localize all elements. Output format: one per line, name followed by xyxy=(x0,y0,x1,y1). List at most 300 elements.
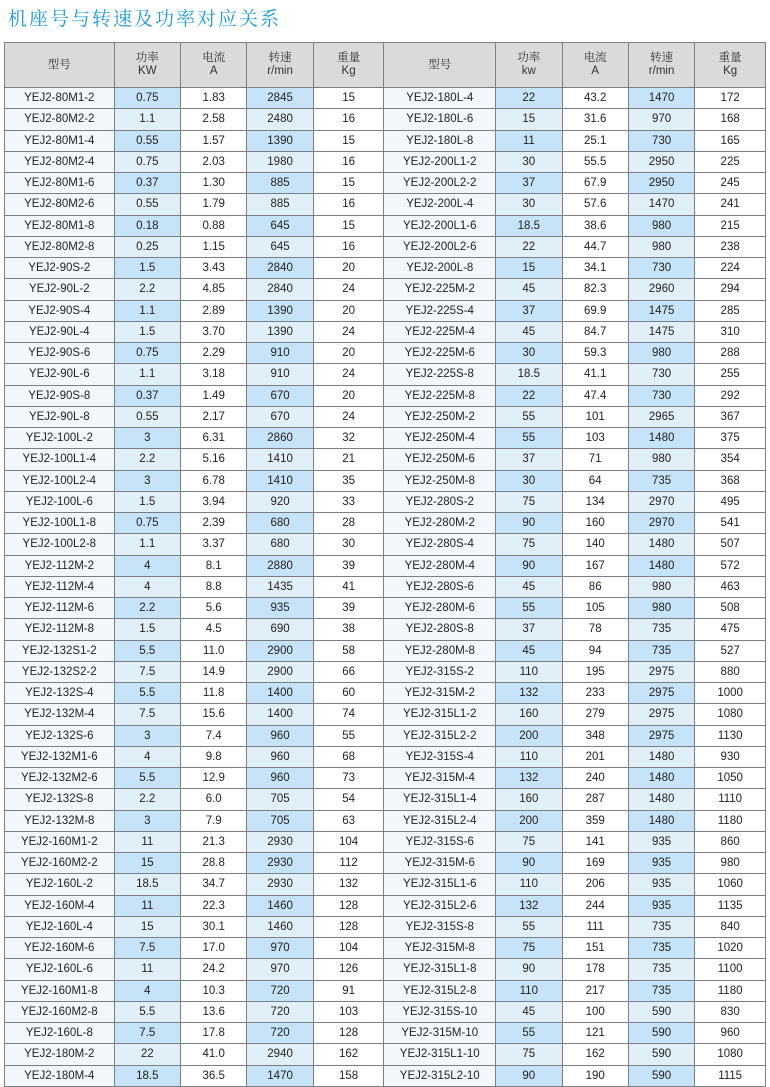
right-power-cell: 30 xyxy=(496,470,562,491)
table-row xyxy=(5,916,766,937)
right-weight-cell: 463 xyxy=(695,576,766,597)
left-weight-cell: 24 xyxy=(313,321,384,342)
left-power-cell: 11 xyxy=(114,959,180,980)
right-current-cell: 100 xyxy=(562,1001,628,1022)
left-current-cell: 12.9 xyxy=(181,768,247,789)
left-current-cell: 34.7 xyxy=(181,874,247,895)
left-weight-cell: 16 xyxy=(313,151,384,172)
left-weight-cell: 68 xyxy=(313,746,384,767)
left-current-cell: 15.6 xyxy=(181,704,247,725)
left-weight-cell: 39 xyxy=(313,598,384,619)
left-speed-cell: 1400 xyxy=(247,683,313,704)
left-power-cell: 1.5 xyxy=(114,321,180,342)
left-model-cell: YEJ2-132S2-2 xyxy=(5,661,115,682)
left-power-cell: 11 xyxy=(114,895,180,916)
table-row xyxy=(5,831,766,852)
right-power-cell: 55 xyxy=(496,428,562,449)
right-power-cell: 45 xyxy=(496,321,562,342)
left-current-cell: 2.58 xyxy=(181,109,247,130)
left-weight-cell: 126 xyxy=(313,959,384,980)
table-row xyxy=(5,470,766,491)
right-power-cell: 30 xyxy=(496,343,562,364)
right-current-cell: 134 xyxy=(562,491,628,512)
right-model-cell: YEJ2-315L1-8 xyxy=(384,959,496,980)
left-speed-cell: 910 xyxy=(247,343,313,364)
right-speed-cell: 2970 xyxy=(628,513,694,534)
left-model-cell: YEJ2-160M1-2 xyxy=(5,831,115,852)
left-power-cell: 1.1 xyxy=(114,364,180,385)
right-model-cell: YEJ2-315S-4 xyxy=(384,746,496,767)
left-weight-cell: 58 xyxy=(313,640,384,661)
table-row xyxy=(5,980,766,1001)
left-model-cell: YEJ2-100L1-8 xyxy=(5,513,115,534)
left-current-cell: 1.79 xyxy=(181,194,247,215)
left-model-cell: YEJ2-80M2-8 xyxy=(5,236,115,257)
right-power-cell: 45 xyxy=(496,576,562,597)
left-power-cell: 0.75 xyxy=(114,88,180,109)
left-weight-cell: 35 xyxy=(313,470,384,491)
left-current-cell: 17.8 xyxy=(181,1023,247,1044)
left-speed-cell: 2930 xyxy=(247,874,313,895)
left-power-cell: 2.2 xyxy=(114,449,180,470)
right-current-cell: 167 xyxy=(562,555,628,576)
left-weight-cell: 112 xyxy=(313,853,384,874)
table-row xyxy=(5,109,766,130)
left-current-cell: 5.16 xyxy=(181,449,247,470)
left-current-cell: 2.29 xyxy=(181,343,247,364)
right-power-cell: 90 xyxy=(496,555,562,576)
right-current-cell: 111 xyxy=(562,916,628,937)
left-current-cell: 7.9 xyxy=(181,810,247,831)
left-power-cell: 5.5 xyxy=(114,1001,180,1022)
right-power-cell: 75 xyxy=(496,938,562,959)
table-row xyxy=(5,576,766,597)
table-row xyxy=(5,938,766,959)
right-speed-cell: 1480 xyxy=(628,810,694,831)
right-current-cell: 43.2 xyxy=(562,88,628,109)
right-weight-cell: 527 xyxy=(695,640,766,661)
right-weight-cell: 475 xyxy=(695,619,766,640)
left-current-cell: 1.57 xyxy=(181,130,247,151)
right-model-cell: YEJ2-250M-2 xyxy=(384,406,496,427)
left-power-cell: 0.37 xyxy=(114,173,180,194)
right-current-cell: 140 xyxy=(562,534,628,555)
left-current-cell: 9.8 xyxy=(181,746,247,767)
right-model-cell: YEJ2-200L2-2 xyxy=(384,173,496,194)
left-current-cell: 6.0 xyxy=(181,789,247,810)
left-power-cell: 5.5 xyxy=(114,768,180,789)
right-power-cell: 45 xyxy=(496,1001,562,1022)
right-speed-cell: 1470 xyxy=(628,194,694,215)
table-row xyxy=(5,258,766,279)
left-power-cell: 0.75 xyxy=(114,513,180,534)
left-weight-cell: 104 xyxy=(313,938,384,959)
table-body xyxy=(5,88,766,1087)
right-power-cell: 110 xyxy=(496,874,562,895)
left-weight-cell: 41 xyxy=(313,576,384,597)
page-title: 机座号与转速及功率对应关系 xyxy=(8,8,282,30)
left-model-cell: YEJ2-90S-6 xyxy=(5,343,115,364)
right-speed-cell: 2960 xyxy=(628,279,694,300)
left-weight-cell: 24 xyxy=(313,406,384,427)
right-weight-cell: 245 xyxy=(695,173,766,194)
right-model-cell: YEJ2-280S-4 xyxy=(384,534,496,555)
right-power-cell: 22 xyxy=(496,88,562,109)
right-model-cell: YEJ2-315L1-10 xyxy=(384,1044,496,1065)
right-speed-cell: 1480 xyxy=(628,555,694,576)
left-speed-cell: 1470 xyxy=(247,1065,313,1086)
right-weight-cell: 495 xyxy=(695,491,766,512)
right-speed-cell: 2975 xyxy=(628,704,694,725)
table-row xyxy=(5,130,766,151)
right-weight-cell: 241 xyxy=(695,194,766,215)
right-speed-cell: 2965 xyxy=(628,406,694,427)
header-model-left: 型号 xyxy=(5,43,115,88)
left-current-cell: 22.3 xyxy=(181,895,247,916)
left-current-cell: 13.6 xyxy=(181,1001,247,1022)
right-model-cell: YEJ2-315S-10 xyxy=(384,1001,496,1022)
right-weight-cell: 354 xyxy=(695,449,766,470)
right-model-cell: YEJ2-315S-8 xyxy=(384,916,496,937)
left-weight-cell: 16 xyxy=(313,236,384,257)
right-speed-cell: 935 xyxy=(628,831,694,852)
table-row xyxy=(5,661,766,682)
left-weight-cell: 32 xyxy=(313,428,384,449)
left-model-cell: YEJ2-80M1-8 xyxy=(5,215,115,236)
left-current-cell: 1.30 xyxy=(181,173,247,194)
right-weight-cell: 830 xyxy=(695,1001,766,1022)
right-power-cell: 55 xyxy=(496,916,562,937)
right-model-cell: YEJ2-315S-6 xyxy=(384,831,496,852)
left-current-cell: 17.0 xyxy=(181,938,247,959)
left-model-cell: YEJ2-180M-4 xyxy=(5,1065,115,1086)
right-speed-cell: 735 xyxy=(628,959,694,980)
table-row xyxy=(5,1065,766,1086)
left-weight-cell: 20 xyxy=(313,300,384,321)
right-model-cell: YEJ2-225M-2 xyxy=(384,279,496,300)
table-row xyxy=(5,746,766,767)
left-speed-cell: 2930 xyxy=(247,831,313,852)
right-model-cell: YEJ2-280S-8 xyxy=(384,619,496,640)
table-row xyxy=(5,619,766,640)
left-power-cell: 0.18 xyxy=(114,215,180,236)
left-speed-cell: 1390 xyxy=(247,321,313,342)
right-current-cell: 71 xyxy=(562,449,628,470)
right-weight-cell: 165 xyxy=(695,130,766,151)
right-speed-cell: 730 xyxy=(628,385,694,406)
right-power-cell: 37 xyxy=(496,173,562,194)
table-row xyxy=(5,279,766,300)
left-power-cell: 1.5 xyxy=(114,258,180,279)
table-row xyxy=(5,534,766,555)
left-weight-cell: 132 xyxy=(313,874,384,895)
left-model-cell: YEJ2-90L-4 xyxy=(5,321,115,342)
right-speed-cell: 590 xyxy=(628,1023,694,1044)
right-model-cell: YEJ2-315M-8 xyxy=(384,938,496,959)
right-current-cell: 55.5 xyxy=(562,151,628,172)
right-model-cell: YEJ2-280M-8 xyxy=(384,640,496,661)
left-current-cell: 1.15 xyxy=(181,236,247,257)
left-current-cell: 0.88 xyxy=(181,215,247,236)
right-speed-cell: 735 xyxy=(628,640,694,661)
right-power-cell: 90 xyxy=(496,853,562,874)
right-speed-cell: 2975 xyxy=(628,683,694,704)
left-speed-cell: 720 xyxy=(247,1023,313,1044)
right-speed-cell: 590 xyxy=(628,1044,694,1065)
left-weight-cell: 28 xyxy=(313,513,384,534)
motor-spec-table xyxy=(4,42,766,1087)
right-weight-cell: 840 xyxy=(695,916,766,937)
right-speed-cell: 735 xyxy=(628,938,694,959)
right-current-cell: 67.9 xyxy=(562,173,628,194)
right-model-cell: YEJ2-315M-6 xyxy=(384,853,496,874)
right-speed-cell: 980 xyxy=(628,576,694,597)
left-speed-cell: 645 xyxy=(247,236,313,257)
left-speed-cell: 2845 xyxy=(247,88,313,109)
left-current-cell: 5.6 xyxy=(181,598,247,619)
right-model-cell: YEJ2-280M-6 xyxy=(384,598,496,619)
right-speed-cell: 2975 xyxy=(628,725,694,746)
right-speed-cell: 735 xyxy=(628,980,694,1001)
left-speed-cell: 1460 xyxy=(247,895,313,916)
right-model-cell: YEJ2-315L2-10 xyxy=(384,1065,496,1086)
right-power-cell: 160 xyxy=(496,789,562,810)
right-model-cell: YEJ2-200L2-6 xyxy=(384,236,496,257)
right-current-cell: 44.7 xyxy=(562,236,628,257)
left-model-cell: YEJ2-90L-2 xyxy=(5,279,115,300)
left-model-cell: YEJ2-132M1-6 xyxy=(5,746,115,767)
right-current-cell: 201 xyxy=(562,746,628,767)
left-model-cell: YEJ2-112M-4 xyxy=(5,576,115,597)
left-speed-cell: 885 xyxy=(247,194,313,215)
right-speed-cell: 590 xyxy=(628,1065,694,1086)
right-current-cell: 206 xyxy=(562,874,628,895)
left-model-cell: YEJ2-90S-2 xyxy=(5,258,115,279)
right-model-cell: YEJ2-200L1-2 xyxy=(384,151,496,172)
left-model-cell: YEJ2-80M2-2 xyxy=(5,109,115,130)
left-power-cell: 1.1 xyxy=(114,300,180,321)
left-weight-cell: 63 xyxy=(313,810,384,831)
left-speed-cell: 705 xyxy=(247,789,313,810)
left-model-cell: YEJ2-132S1-2 xyxy=(5,640,115,661)
right-weight-cell: 1080 xyxy=(695,1044,766,1065)
left-current-cell: 3.43 xyxy=(181,258,247,279)
left-power-cell: 2.2 xyxy=(114,789,180,810)
right-speed-cell: 970 xyxy=(628,109,694,130)
right-current-cell: 31.6 xyxy=(562,109,628,130)
left-speed-cell: 970 xyxy=(247,959,313,980)
left-weight-cell: 128 xyxy=(313,1023,384,1044)
right-speed-cell: 980 xyxy=(628,598,694,619)
left-power-cell: 11 xyxy=(114,831,180,852)
left-speed-cell: 2940 xyxy=(247,1044,313,1065)
table-row xyxy=(5,1001,766,1022)
left-speed-cell: 2840 xyxy=(247,279,313,300)
table-row xyxy=(5,555,766,576)
left-power-cell: 3 xyxy=(114,810,180,831)
left-model-cell: YEJ2-90L-6 xyxy=(5,364,115,385)
left-current-cell: 6.78 xyxy=(181,470,247,491)
right-power-cell: 55 xyxy=(496,1023,562,1044)
right-power-cell: 45 xyxy=(496,279,562,300)
left-speed-cell: 720 xyxy=(247,1001,313,1022)
left-model-cell: YEJ2-112M-6 xyxy=(5,598,115,619)
left-model-cell: YEJ2-80M2-4 xyxy=(5,151,115,172)
left-weight-cell: 16 xyxy=(313,194,384,215)
right-weight-cell: 960 xyxy=(695,1023,766,1044)
right-current-cell: 69.9 xyxy=(562,300,628,321)
left-speed-cell: 960 xyxy=(247,746,313,767)
left-speed-cell: 2880 xyxy=(247,555,313,576)
table-row xyxy=(5,895,766,916)
left-current-cell: 30.1 xyxy=(181,916,247,937)
left-speed-cell: 1390 xyxy=(247,300,313,321)
right-weight-cell: 880 xyxy=(695,661,766,682)
left-current-cell: 4.5 xyxy=(181,619,247,640)
left-power-cell: 4 xyxy=(114,576,180,597)
right-power-cell: 200 xyxy=(496,810,562,831)
right-model-cell: YEJ2-200L1-6 xyxy=(384,215,496,236)
table-header-row xyxy=(5,43,766,88)
right-current-cell: 287 xyxy=(562,789,628,810)
left-current-cell: 11.0 xyxy=(181,640,247,661)
right-speed-cell: 980 xyxy=(628,449,694,470)
right-model-cell: YEJ2-225S-4 xyxy=(384,300,496,321)
left-current-cell: 36.5 xyxy=(181,1065,247,1086)
left-power-cell: 7.5 xyxy=(114,1023,180,1044)
right-speed-cell: 730 xyxy=(628,130,694,151)
right-current-cell: 244 xyxy=(562,895,628,916)
right-weight-cell: 368 xyxy=(695,470,766,491)
left-model-cell: YEJ2-132M-8 xyxy=(5,810,115,831)
right-weight-cell: 292 xyxy=(695,385,766,406)
left-weight-cell: 158 xyxy=(313,1065,384,1086)
left-speed-cell: 920 xyxy=(247,491,313,512)
left-weight-cell: 128 xyxy=(313,916,384,937)
left-power-cell: 18.5 xyxy=(114,1065,180,1086)
right-model-cell: YEJ2-225M-6 xyxy=(384,343,496,364)
left-speed-cell: 2900 xyxy=(247,661,313,682)
right-current-cell: 160 xyxy=(562,513,628,534)
left-current-cell: 3.70 xyxy=(181,321,247,342)
right-current-cell: 57.6 xyxy=(562,194,628,215)
left-weight-cell: 30 xyxy=(313,534,384,555)
right-speed-cell: 980 xyxy=(628,343,694,364)
right-power-cell: 132 xyxy=(496,768,562,789)
table-row xyxy=(5,1044,766,1065)
left-weight-cell: 55 xyxy=(313,725,384,746)
table-row xyxy=(5,428,766,449)
right-power-cell: 11 xyxy=(496,130,562,151)
table-row xyxy=(5,364,766,385)
table-row xyxy=(5,513,766,534)
right-power-cell: 15 xyxy=(496,258,562,279)
right-current-cell: 105 xyxy=(562,598,628,619)
left-model-cell: YEJ2-160L-8 xyxy=(5,1023,115,1044)
right-current-cell: 78 xyxy=(562,619,628,640)
left-speed-cell: 935 xyxy=(247,598,313,619)
right-power-cell: 30 xyxy=(496,194,562,215)
left-weight-cell: 20 xyxy=(313,343,384,364)
left-power-cell: 0.75 xyxy=(114,151,180,172)
right-power-cell: 110 xyxy=(496,661,562,682)
table-row xyxy=(5,1023,766,1044)
right-model-cell: YEJ2-200L-8 xyxy=(384,258,496,279)
right-current-cell: 34.1 xyxy=(562,258,628,279)
right-weight-cell: 294 xyxy=(695,279,766,300)
left-power-cell: 0.37 xyxy=(114,385,180,406)
right-current-cell: 82.3 xyxy=(562,279,628,300)
right-weight-cell: 1080 xyxy=(695,704,766,725)
right-current-cell: 86 xyxy=(562,576,628,597)
left-current-cell: 2.89 xyxy=(181,300,247,321)
left-speed-cell: 670 xyxy=(247,385,313,406)
table-row xyxy=(5,640,766,661)
right-speed-cell: 735 xyxy=(628,470,694,491)
left-speed-cell: 960 xyxy=(247,725,313,746)
right-weight-cell: 1180 xyxy=(695,810,766,831)
left-model-cell: YEJ2-80M2-6 xyxy=(5,194,115,215)
left-speed-cell: 885 xyxy=(247,173,313,194)
right-weight-cell: 572 xyxy=(695,555,766,576)
right-model-cell: YEJ2-225S-8 xyxy=(384,364,496,385)
header-weight-left: 重量 Kg xyxy=(313,43,384,88)
table-row xyxy=(5,810,766,831)
left-weight-cell: 24 xyxy=(313,279,384,300)
left-weight-cell: 104 xyxy=(313,831,384,852)
left-current-cell: 41.0 xyxy=(181,1044,247,1065)
right-model-cell: YEJ2-315M-4 xyxy=(384,768,496,789)
left-speed-cell: 910 xyxy=(247,364,313,385)
right-model-cell: YEJ2-315M-10 xyxy=(384,1023,496,1044)
left-weight-cell: 128 xyxy=(313,895,384,916)
left-power-cell: 3 xyxy=(114,428,180,449)
right-weight-cell: 930 xyxy=(695,746,766,767)
right-weight-cell: 215 xyxy=(695,215,766,236)
table-row xyxy=(5,236,766,257)
left-weight-cell: 38 xyxy=(313,619,384,640)
right-speed-cell: 735 xyxy=(628,619,694,640)
right-model-cell: YEJ2-315L2-2 xyxy=(384,725,496,746)
left-model-cell: YEJ2-100L-6 xyxy=(5,491,115,512)
right-weight-cell: 285 xyxy=(695,300,766,321)
left-current-cell: 8.8 xyxy=(181,576,247,597)
right-speed-cell: 735 xyxy=(628,916,694,937)
right-power-cell: 75 xyxy=(496,1044,562,1065)
right-current-cell: 359 xyxy=(562,810,628,831)
left-weight-cell: 91 xyxy=(313,980,384,1001)
right-power-cell: 132 xyxy=(496,895,562,916)
right-speed-cell: 935 xyxy=(628,874,694,895)
left-model-cell: YEJ2-112M-2 xyxy=(5,555,115,576)
right-power-cell: 75 xyxy=(496,831,562,852)
right-weight-cell: 1060 xyxy=(695,874,766,895)
left-model-cell: YEJ2-160L-2 xyxy=(5,874,115,895)
left-weight-cell: 20 xyxy=(313,258,384,279)
right-power-cell: 18.5 xyxy=(496,215,562,236)
left-speed-cell: 960 xyxy=(247,768,313,789)
header-speed-left: 转速 r/min xyxy=(247,43,313,88)
right-current-cell: 38.6 xyxy=(562,215,628,236)
left-speed-cell: 1980 xyxy=(247,151,313,172)
right-weight-cell: 288 xyxy=(695,343,766,364)
left-power-cell: 18.5 xyxy=(114,874,180,895)
right-current-cell: 25.1 xyxy=(562,130,628,151)
left-power-cell: 4 xyxy=(114,746,180,767)
right-weight-cell: 168 xyxy=(695,109,766,130)
left-weight-cell: 20 xyxy=(313,385,384,406)
right-weight-cell: 1050 xyxy=(695,768,766,789)
